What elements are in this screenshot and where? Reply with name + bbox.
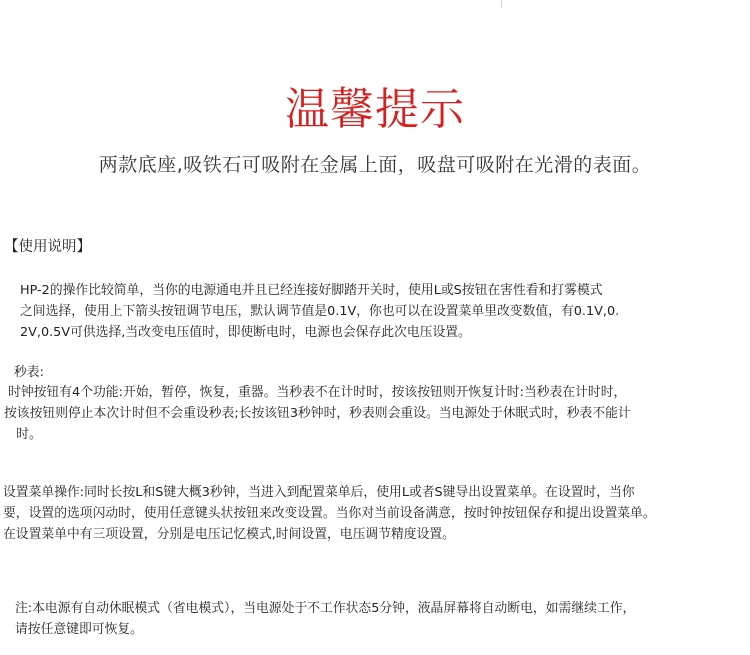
top-divider-tick — [501, 0, 502, 8]
stopwatch-line: 时钟按钮有4个功能:开始，暂停，恢复，重器。当秒表不在计时时，按该按钮则开恢复计时:当秒表在计时时， — [4, 385, 627, 400]
intro-line: HP-2的操作比较简单，当你的电源通电并且已经连接好脚踏开关时，使用L或S按钮在害性看和打雾模式 — [20, 283, 603, 298]
note-line: 注:本电源有自动休眠模式（省电模式），当电源处于不工作状态5分钟，液晶屏幕将自动断电，如需继续工作， — [15, 601, 636, 616]
intro-line: 之间选择，使用上下箭头按钮调节电压，默认调节值是0.1V，你也可以在设置菜单里改变数值，有0.1V,0. — [20, 304, 620, 319]
stopwatch-line: 时。 — [4, 427, 42, 442]
intro-paragraph — [20, 280, 619, 343]
settings-line: 要，设置的选项闪动时，使用任意键头状按钮来改变设置。当你对当前设备满意，按时钟按钮保存和提出设置菜单。 — [3, 506, 656, 521]
settings-line: 在设置菜单中有三项设置，分别是电压记忆模式,时间设置，电压调节精度设置。 — [3, 527, 455, 542]
settings-line: 设置菜单操作:同时长按L和S键大概3秒钟，当进入到配置菜单后，使用L或者S键导出设置菜单。在设置时，当你 — [3, 485, 635, 500]
page-subtitle: 两款底座,吸铁石可吸附在金属上面，吸盘可吸附在光滑的表面。 — [98, 154, 652, 176]
stopwatch-label: 秒表: — [14, 365, 44, 380]
stopwatch-line: 按该按钮则停止本次计时但不会重设秒表;长按该钮3秒钟时，秒表则会重设。当电源处于休眠式时，秒表不能计 — [4, 406, 631, 421]
section-heading-usage: 【使用说明】 — [4, 239, 91, 255]
settings-paragraph — [3, 482, 656, 545]
note-paragraph — [15, 598, 635, 640]
intro-line: 2V,0.5V可供选择,当改变电压值时，即使断电时，电源也会保存此次电压设置。 — [20, 325, 471, 340]
stopwatch-paragraph — [4, 382, 631, 445]
note-line: 请按任意键即可恢复。 — [15, 622, 143, 637]
page-title: 温馨提示 — [285, 84, 465, 135]
